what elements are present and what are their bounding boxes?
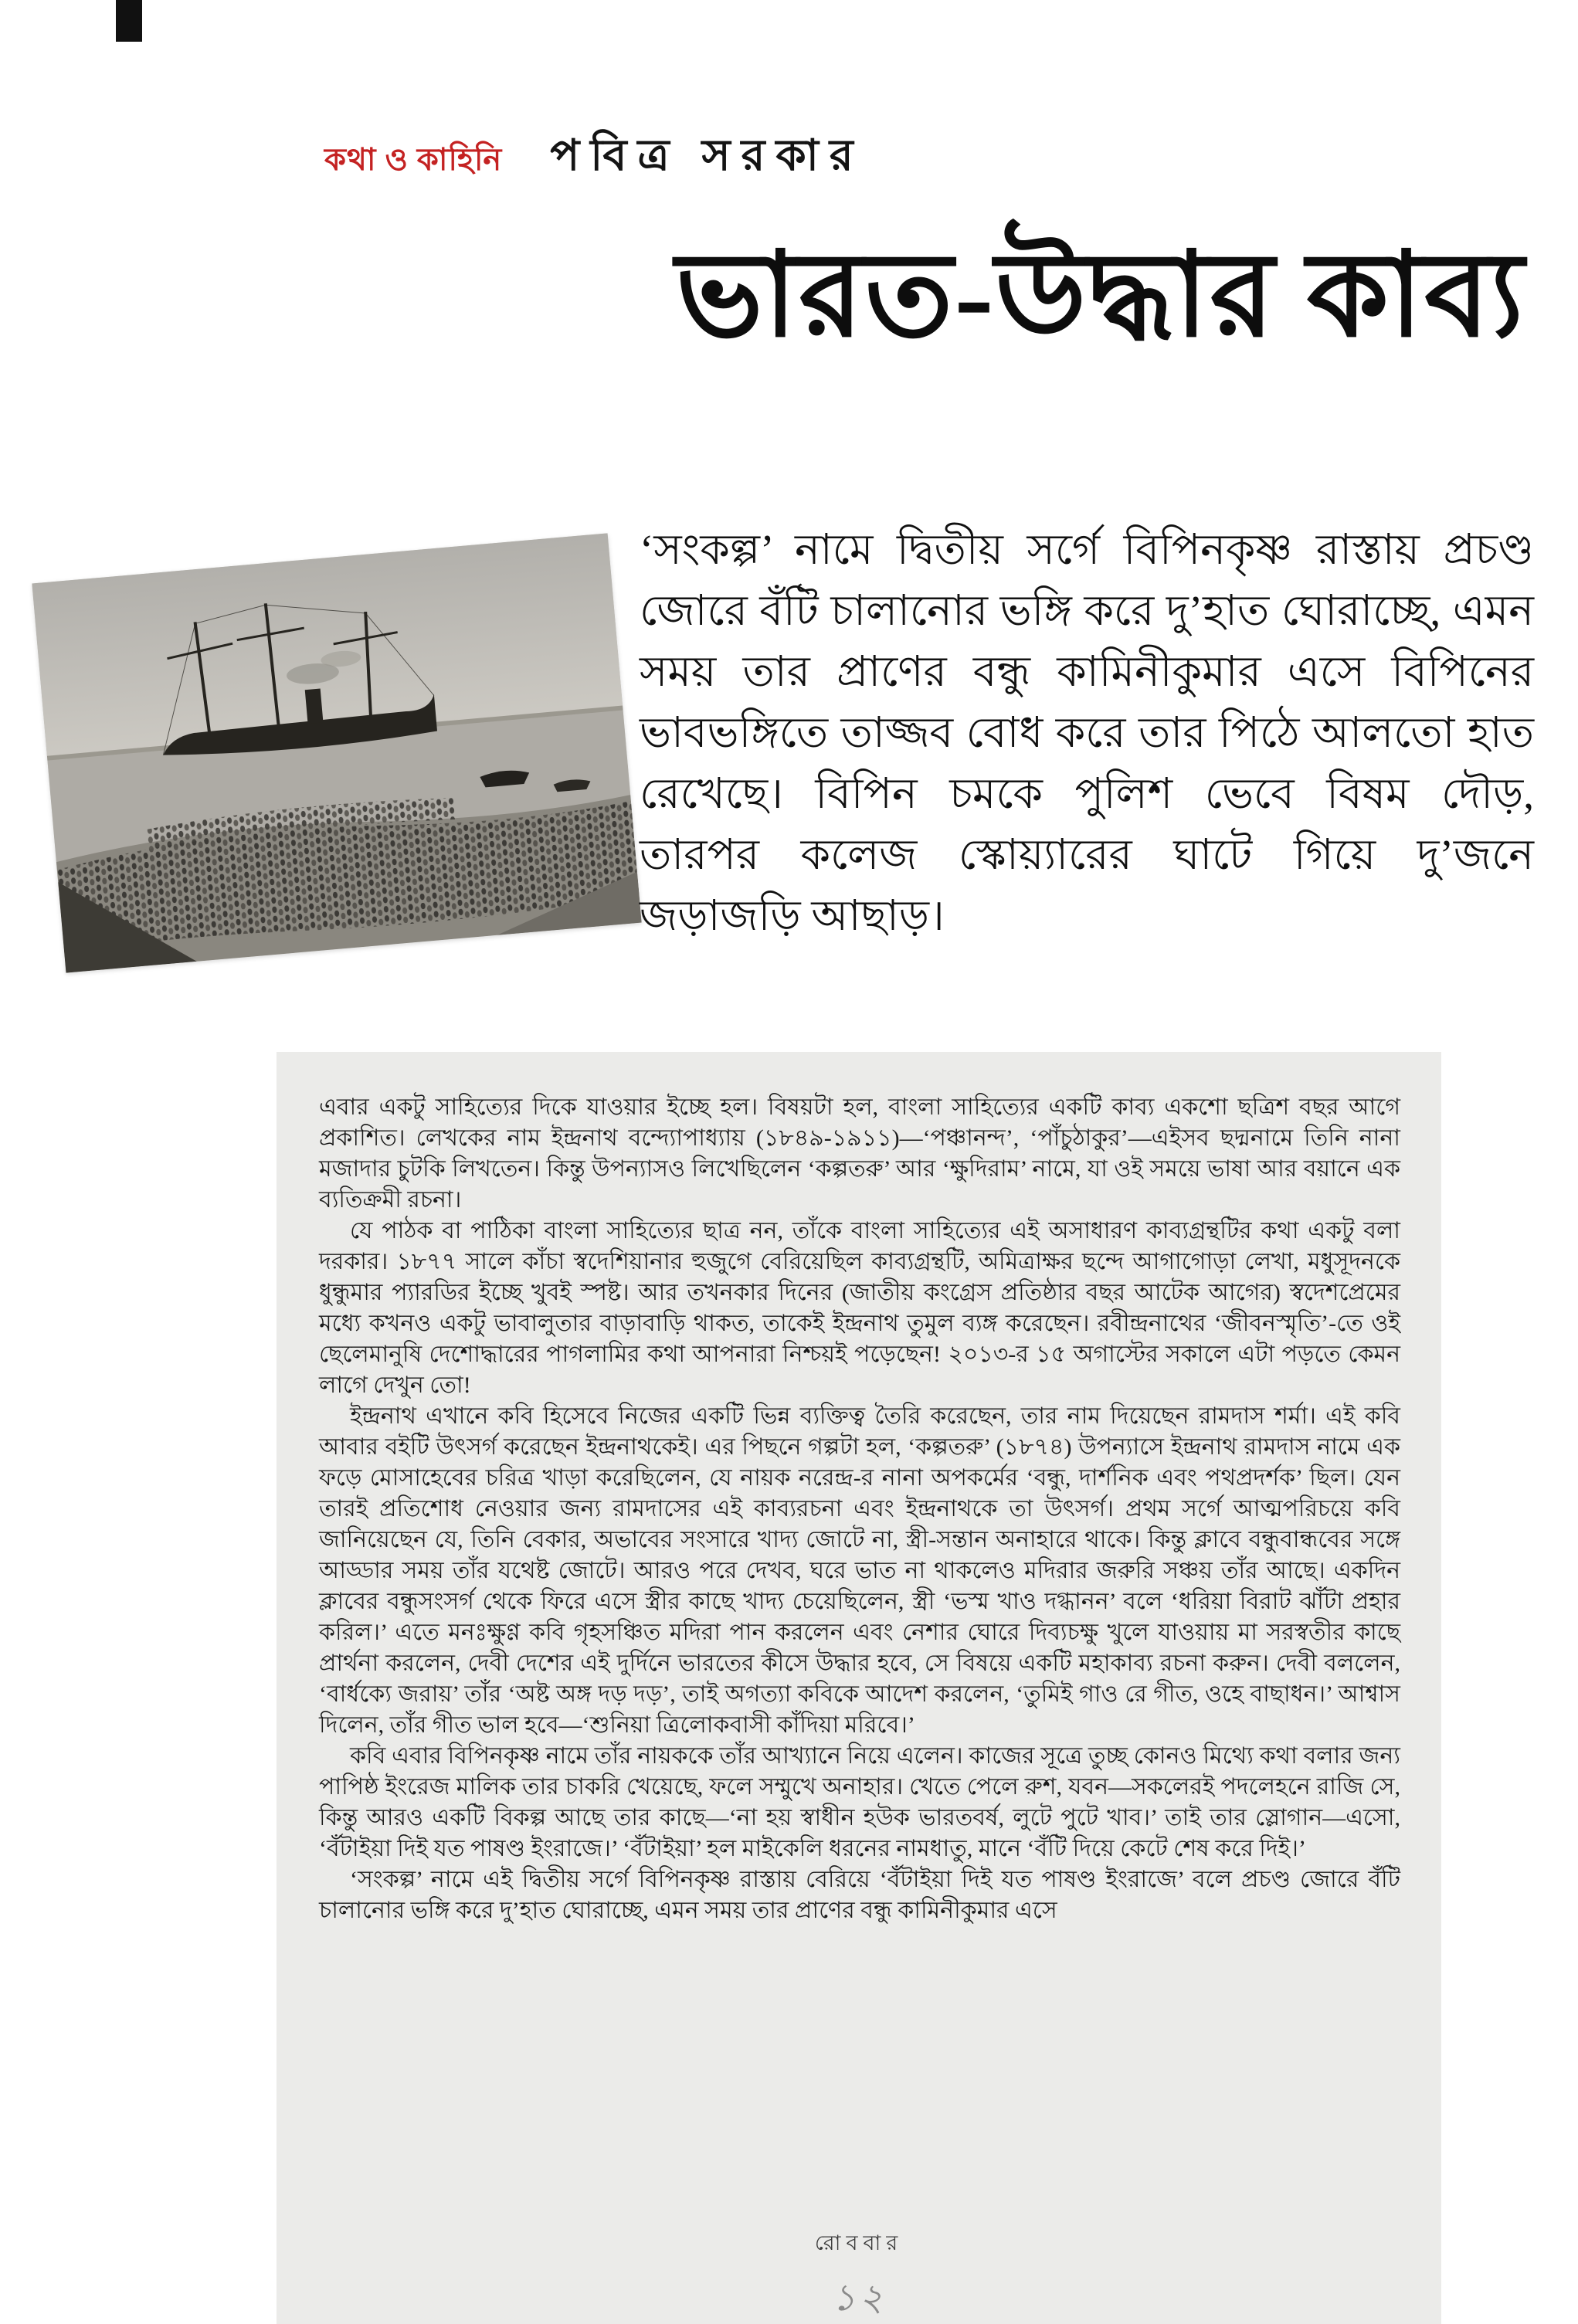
body-paragraph-1: এবার একটু সাহিত্যের দিকে যাওয়ার ইচ্ছে হল। বিষয়টা হল, বাংলা সাহিত্যের একটি কাব্য একশো ছত্রিশ বছর আগে প্রকাশিত। লেখকের নাম ইন্দ্রনাথ বন্দ্যোপাধ্যায় (১৮৪৯-১৯১১)—‘পঞ্চানন্দ’, ‘পাঁচুঠাকুর’—এইসব ছদ্মনামে তিনি নানা মজাদার চুটকি লিখতেন। কিন্তু উপন্যাসও লিখেছিলেন ‘কল্পতরু’ আর ‘ক্ষুদিরাম’ নামে, যা ওই সময়ে ভাষা আর বয়ানে এক ব্যতিক্রমী রচনা। <box>319 1094 1400 1213</box>
crop-mark <box>116 0 142 42</box>
section-kicker: কথা ও কাহিনি <box>324 142 503 177</box>
body-paragraph-3: ইন্দ্রনাথ এখানে কবি হিসেবে নিজের একটি ভিন্ন ব্যক্তিত্ব তৈরি করেছেন, তার নাম দিয়েছেন রামদাস শর্মা। এই কবি আবার বইটি উৎসর্গ করেছেন ইন্দ্রনাথকেই। এর পিছনে গল্পটা হল, ‘কল্পতরু’ (১৮৭৪) উপন্যাসে ইন্দ্রনাথ রামদাস নামে এক ফড়ে মোসাহেবের চরিত্র খাড়া করেছিলেন, যে নায়ক নরেন্দ্র-র নানা অপকর্মের ‘বন্ধু, দার্শনিক এবং পথপ্রদর্শক’ ছিল। যেন তারই প্রতিশোধ নেওয়ার জন্য রামদাসের এই কাব্যরচনা এবং ইন্দ্রনাথকে তা উৎসর্গ। প্রথম সর্গে আত্মপরিচয়ে কবি জানিয়েছেন যে, তিনি বেকার, অভাবের সংসারে খাদ্য জোটে না, স্ত্রী-সন্তান অনাহারে থাকে। কিন্তু ক্লাবে বন্ধুবান্ধবের সঙ্গে আড্ডার সময় তাঁর যথেষ্ট জোটে। আরও পরে দেখব, ঘরে ভাত না থাকলেও মদিরার জরুরি সঞ্চয় তাঁর আছে। একদিন ক্লাবের বন্ধুসংসর্গ থেকে ফিরে এসে স্ত্রীর কাছে খাদ্য চেয়েছিলেন, স্ত্রী ‘ভস্ম খাও দগ্ধানন’ বলে ‘ধরিয়া বিরাট ঝাঁটা প্রহার করিল।’ এতে মনঃক্ষুণ্ণ কবি গৃহসঞ্চিত মদিরা পান করলেন এবং নেশার ঘোরে দিব্যচক্ষু খুলে যাওয়ায় মা সরস্বতীর কাছে প্রার্থনা করলেন, দেবী দেশের এই দুর্দিনে ভারতের কীসে উদ্ধার হবে, সে বিষয়ে একটি মহাকাব্য রচনা করুন। দেবী বললেন, ‘বার্ধক্যে জরায়’ তাঁর ‘অষ্ট অঙ্গ দড় দড়’, তাই অগত্যা কবিকে আদেশ করলেন, ‘তুমিই গাও রে গীত, ওহে বাছাধন।’ আশ্বাস দিলেন, তাঁর গীত ভাল হবে—‘শুনিয়া ত্রিলোকবাসী কাঁদিয়া মরিবে।’ <box>319 1403 1400 1738</box>
article-photo <box>32 533 641 972</box>
page-number: ১২ <box>831 2278 887 2319</box>
page-footer <box>277 2227 1441 2324</box>
riverbank-ship-illustration <box>32 533 641 972</box>
magazine-name: রোববার <box>814 2231 904 2254</box>
body-paragraph-5: ‘সংকল্প’ নামে এই দ্বিতীয় সর্গে বিপিনকৃষ্ণ রাস্তায় বেরিয়ে ‘বঁটাইয়া দিই যত পাষণ্ড ইংরাজে’ বলে প্রচণ্ড জোরে বঁটি চালানোর ভঙ্গি করে দু’হাত ঘোরাচ্ছে, এমন সময় তার প্রাণের বন্ধু কামিনীকুমার এসে <box>319 1867 1400 1923</box>
author-name: পবিত্র সরকার <box>550 132 864 180</box>
article-header <box>324 122 864 195</box>
article-body <box>319 1092 1400 1926</box>
article-body-panel <box>277 1052 1441 2324</box>
body-paragraph-2: যে পাঠক বা পাঠিকা বাংলা সাহিত্যের ছাত্র নন, তাঁকে বাংলা সাহিত্যের এই অসাধারণ কাব্যগ্রন্থটির কথা একটু বলা দরকার। ১৮৭৭ সালে কাঁচা স্বদেশিয়ানার হুজুগে বেরিয়েছিল কাব্যগ্রন্থটি, অমিত্রাক্ষর ছন্দে আগাগোড়া লেখা, মধুসূদনকে ধুন্ধুমার প্যারডির ইচ্ছে খুবই স্পষ্ট। আর তখনকার দিনের (জাতীয় কংগ্রেস প্রতিষ্ঠার বছর আটেক আগের) স্বদেশপ্রেমের মধ্যে কখনও একটু ভাবালুতার বাড়াবাড়ি থাকত, তাকেই ইন্দ্রনাথ তুমুল ব্যঙ্গ করেছেন। রবীন্দ্রনাথের ‘জীবনস্মৃতি’-তে ওই ছেলেমানুষি দেশোদ্ধারের পাগলামির কথা আপনারা নিশ্চয়ই পড়েছেন! ২০১৩-র ১৫ অগাস্টের সকালে এটা পড়তে কেমন লাগে দেখুন তো! <box>319 1218 1400 1398</box>
body-paragraph-4: কবি এবার বিপিনকৃষ্ণ নামে তাঁর নায়ককে তাঁর আখ্যানে নিয়ে এলেন। কাজের সূত্রে তুচ্ছ কোনও মিথ্যে কথা বলার জন্য পাপিষ্ঠ ইংরেজ মালিক তার চাকরি খেয়েছে, ফলে সম্মুখে অনাহার। খেতে পেলে রুশ, যবন—সকলেরই পদলেহনে রাজি সে, কিন্তু আরও একটি বিকল্প আছে তার কাছে—‘না হয় স্বাধীন হউক ভারতবর্ষ, লুটে পুটে খাব।’ তাই তার স্লোগান—এসো, ‘বঁটাইয়া দিই যত পাষণ্ড ইংরাজে।’ ‘বঁটাইয়া’ হল মাইকেলি ধরনের নামধাতু, মানে ‘বঁটি দিয়ে কেটে শেষ করে দিই।’ <box>319 1743 1400 1861</box>
lead-paragraph: ‘সংকল্প’ নামে দ্বিতীয় সর্গে বিপিনকৃষ্ণ রাস্তায় প্রচণ্ড জোরে বঁটি চালানোর ভঙ্গি করে দু’হাত ঘোরাচ্ছে, এমন সময় তার প্রাণের বন্ধু কামিনীকুমার এসে বিপিনের ভাবভঙ্গিতে তাজ্জব বোধ করে তার পিঠে আলতো হাত রেখেছে। বিপিন চমকে পুলিশ ভেবে বিষম দৌড়, তারপর কলেজ স্কোয়্যারের ঘাটে গিয়ে দু’জনে জড়াজড়ি আছাড়। <box>640 526 1534 939</box>
article-title: ভারত-উদ্ধার কাব্য <box>675 231 1525 361</box>
